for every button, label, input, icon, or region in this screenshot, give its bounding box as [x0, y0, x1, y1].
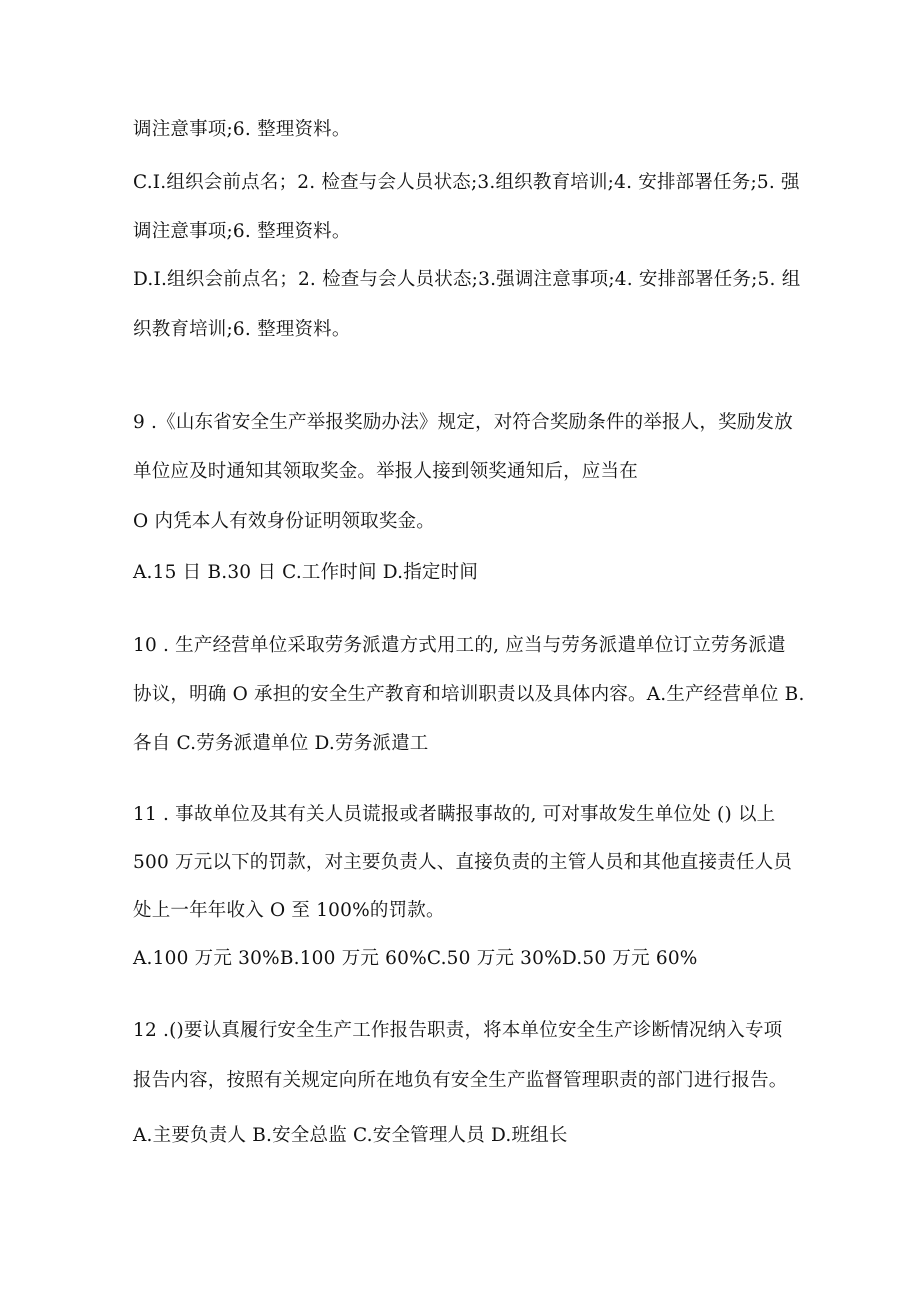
text-line: C.I.组织会前点名；2. 检查与会人员状态;3.组织教育培训;4. 安排部署任务;5. 强: [133, 172, 800, 193]
text-line: 12 .()要认真履行安全生产工作报告职责，将本单位安全生产诊断情况纳入专项: [133, 1020, 783, 1041]
text-line: O 内凭本人有效身份证明领取奖金。: [133, 511, 435, 532]
text-line: A.主要负责人 B.安全总监 C.安全管理人员 D.班组长: [133, 1125, 568, 1146]
text-line: A.100 万元 30%B.100 万元 60%C.50 万元 30%D.50 万元 60%: [133, 948, 698, 969]
text-line: 处上一年年收入 O 至 100%的罚款。: [133, 900, 445, 921]
text-line: 11 . 事故单位及其有关人员谎报或者瞒报事故的, 可对事故发生单位处 () 以上: [133, 804, 776, 825]
text-line: 织教育培训;6. 整理资料。: [133, 319, 351, 340]
text-line: 协议，明确 O 承担的安全生产教育和培训职责以及具体内容。A.生产经营单位 B.: [133, 684, 805, 705]
text-line: A.15 日 B.30 日 C.工作时间 D.指定时间: [133, 562, 479, 583]
text-line: 单位应及时通知其领取奖金。举报人接到领奖通知后，应当在: [133, 461, 638, 482]
text-line: 各自 C.劳务派遣单位 D.劳务派遣工: [133, 733, 429, 754]
text-line: 9 .《山东省安全生产举报奖励办法》规定，对符合奖励条件的举报人，奖励发放: [133, 412, 793, 433]
text-line: 10 . 生产经营单位采取劳务派遣方式用工的, 应当与劳务派遣单位订立劳务派遣: [133, 635, 786, 656]
text-line: 500 万元以下的罚款，对主要负责人、直接负责的主管人员和其他直接责任人员: [133, 852, 793, 873]
text-line: 调注意事项;6. 整理资料。: [133, 119, 351, 140]
text-line: 调注意事项;6. 整理资料。: [133, 221, 351, 242]
text-line: 报告内容，按照有关规定向所在地负有安全生产监督管理职责的部门进行报告。: [133, 1070, 788, 1091]
text-line: D.I.组织会前点名；2. 检查与会人员状态;3.强调注意事项;4. 安排部署任务;5. 组: [133, 269, 801, 290]
